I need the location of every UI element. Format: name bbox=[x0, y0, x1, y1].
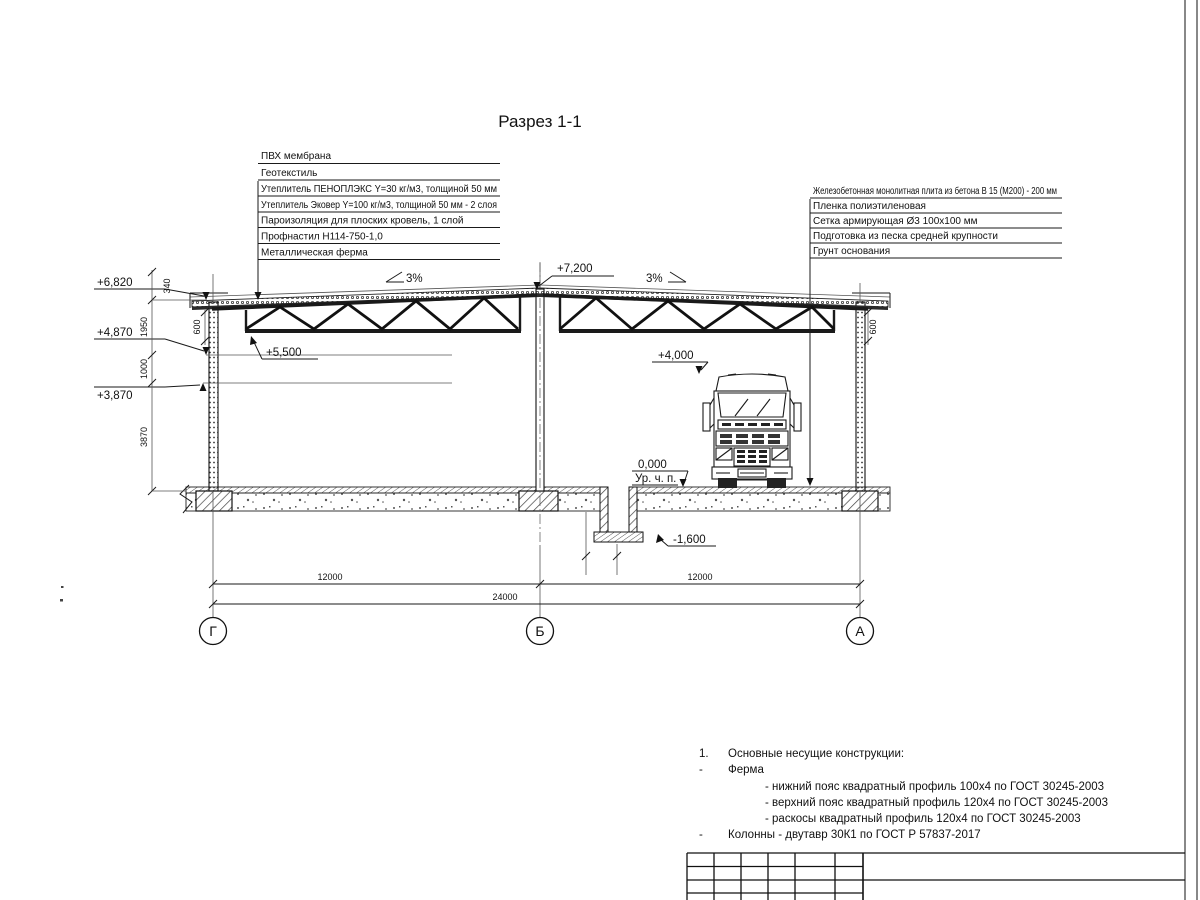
svg-text:А: А bbox=[855, 623, 865, 639]
svg-text:Б: Б bbox=[535, 623, 545, 639]
svg-text:Колонны - двутавр 30К1 по ГОСТ: Колонны - двутавр 30К1 по ГОСТ Р 57837-2017 bbox=[728, 829, 981, 841]
svg-text:- верхний пояс квадратный проф: - верхний пояс квадратный профиль 120х4 по ГОСТ 30245-2003 bbox=[765, 797, 1108, 809]
svg-text:12000: 12000 bbox=[687, 572, 713, 582]
svg-text:Подготовка из песка средней кр: Подготовка из песка средней крупности bbox=[813, 231, 998, 242]
svg-text:+4,000: +4,000 bbox=[658, 350, 694, 362]
svg-text:Профнастил Н114-750-1,0: Профнастил Н114-750-1,0 bbox=[261, 231, 383, 243]
svg-text:600: 600 bbox=[192, 319, 202, 335]
sheet-specks bbox=[60, 586, 64, 602]
truck-roof-deflector bbox=[716, 374, 788, 391]
floor-layers-callout bbox=[807, 185, 1128, 486]
notes bbox=[699, 748, 1108, 841]
elevation-wall-mark bbox=[94, 383, 452, 402]
slope-mark-right bbox=[646, 272, 686, 285]
svg-text:Ферма: Ферма bbox=[728, 764, 764, 776]
svg-text:1000: 1000 bbox=[139, 358, 149, 380]
svg-text:- нижний пояс квадратный профи: - нижний пояс квадратный профиль 100х4 по ГОСТ 30245-2003 bbox=[765, 781, 1105, 793]
svg-text:1950: 1950 bbox=[139, 316, 149, 338]
eave-dim-left bbox=[192, 308, 209, 345]
svg-text:340: 340 bbox=[162, 278, 172, 294]
svg-text:3%: 3% bbox=[406, 273, 423, 285]
slope-mark-left bbox=[386, 272, 423, 285]
drawing-title: Разрез 1-1 bbox=[498, 112, 582, 131]
svg-text:Сетка армирующая Ø3 100х100 мм: Сетка армирующая Ø3 100х100 мм bbox=[813, 216, 978, 227]
right-column bbox=[856, 302, 865, 491]
svg-text:+3,870: +3,870 bbox=[97, 390, 133, 402]
svg-text:12000: 12000 bbox=[317, 572, 343, 582]
truck-mirror-left bbox=[703, 403, 710, 431]
elevation-clearance bbox=[652, 350, 708, 374]
svg-text:1.: 1. bbox=[699, 748, 709, 760]
svg-text:600: 600 bbox=[868, 319, 878, 335]
truck-windshield bbox=[718, 393, 786, 417]
svg-text:3870: 3870 bbox=[139, 426, 149, 448]
svg-text:Утеплитель ПЕНОПЛЭКС Y=30 кг/м: Утеплитель ПЕНОПЛЭКС Y=30 кг/м3, толщиной 50 мм bbox=[261, 184, 498, 195]
svg-text:+7,200: +7,200 bbox=[557, 263, 593, 275]
svg-text:Г: Г bbox=[209, 623, 217, 639]
elevation-floor bbox=[632, 459, 688, 487]
eave-dim-right bbox=[864, 308, 878, 345]
svg-text:-1,600: -1,600 bbox=[673, 534, 706, 546]
svg-text:24000: 24000 bbox=[492, 592, 518, 602]
svg-text:Железобетонная монолитная плит: Железобетонная монолитная плита из бетона В 15 (М200) - 200 мм bbox=[813, 186, 1128, 197]
svg-text:Грунт основания: Грунт основания bbox=[813, 246, 891, 257]
truck-mirror-right bbox=[794, 403, 801, 431]
svg-text:-: - bbox=[699, 829, 703, 841]
svg-text:+5,500: +5,500 bbox=[266, 347, 302, 359]
truck-wheel-left bbox=[718, 478, 737, 488]
svg-text:Утеплитель Эковер Y=100 кг/м3,: Утеплитель Эковер Y=100 кг/м3, толщиной 50 мм - 2 слоя bbox=[261, 200, 497, 211]
svg-text:Основные несущие конструкции:: Основные несущие конструкции: bbox=[728, 748, 905, 760]
svg-text:Ур. ч. п.: Ур. ч. п. bbox=[635, 473, 677, 485]
truck-wheel-right bbox=[767, 478, 786, 488]
svg-text:+6,820: +6,820 bbox=[97, 277, 133, 289]
axis-markers bbox=[200, 618, 874, 645]
truck bbox=[703, 374, 801, 488]
svg-text:+4,870: +4,870 bbox=[97, 327, 133, 339]
svg-text:- раскосы квадратный профиль 1: - раскосы квадратный профиль 120х4 по ГОСТ 30245-2003 bbox=[765, 813, 1081, 825]
svg-text:Пленка полиэтиленовая: Пленка полиэтиленовая bbox=[813, 201, 926, 212]
svg-text:3%: 3% bbox=[646, 273, 663, 285]
svg-text:-: - bbox=[699, 764, 703, 776]
elevation-pit-bottom bbox=[656, 534, 716, 546]
svg-text:ПВХ мембрана: ПВХ мембрана bbox=[261, 151, 331, 162]
svg-text:0,000: 0,000 bbox=[638, 459, 667, 471]
left-column bbox=[209, 302, 218, 491]
svg-text:Металлическая ферма: Металлическая ферма bbox=[261, 247, 368, 259]
svg-text:Геотекстиль: Геотекстиль bbox=[261, 168, 318, 179]
elevation-truss-bottom bbox=[250, 336, 318, 359]
svg-text:Пароизоляция для плоских крове: Пароизоляция для плоских кровель, 1 слой bbox=[261, 215, 464, 227]
roof-layers-callout bbox=[255, 150, 501, 300]
